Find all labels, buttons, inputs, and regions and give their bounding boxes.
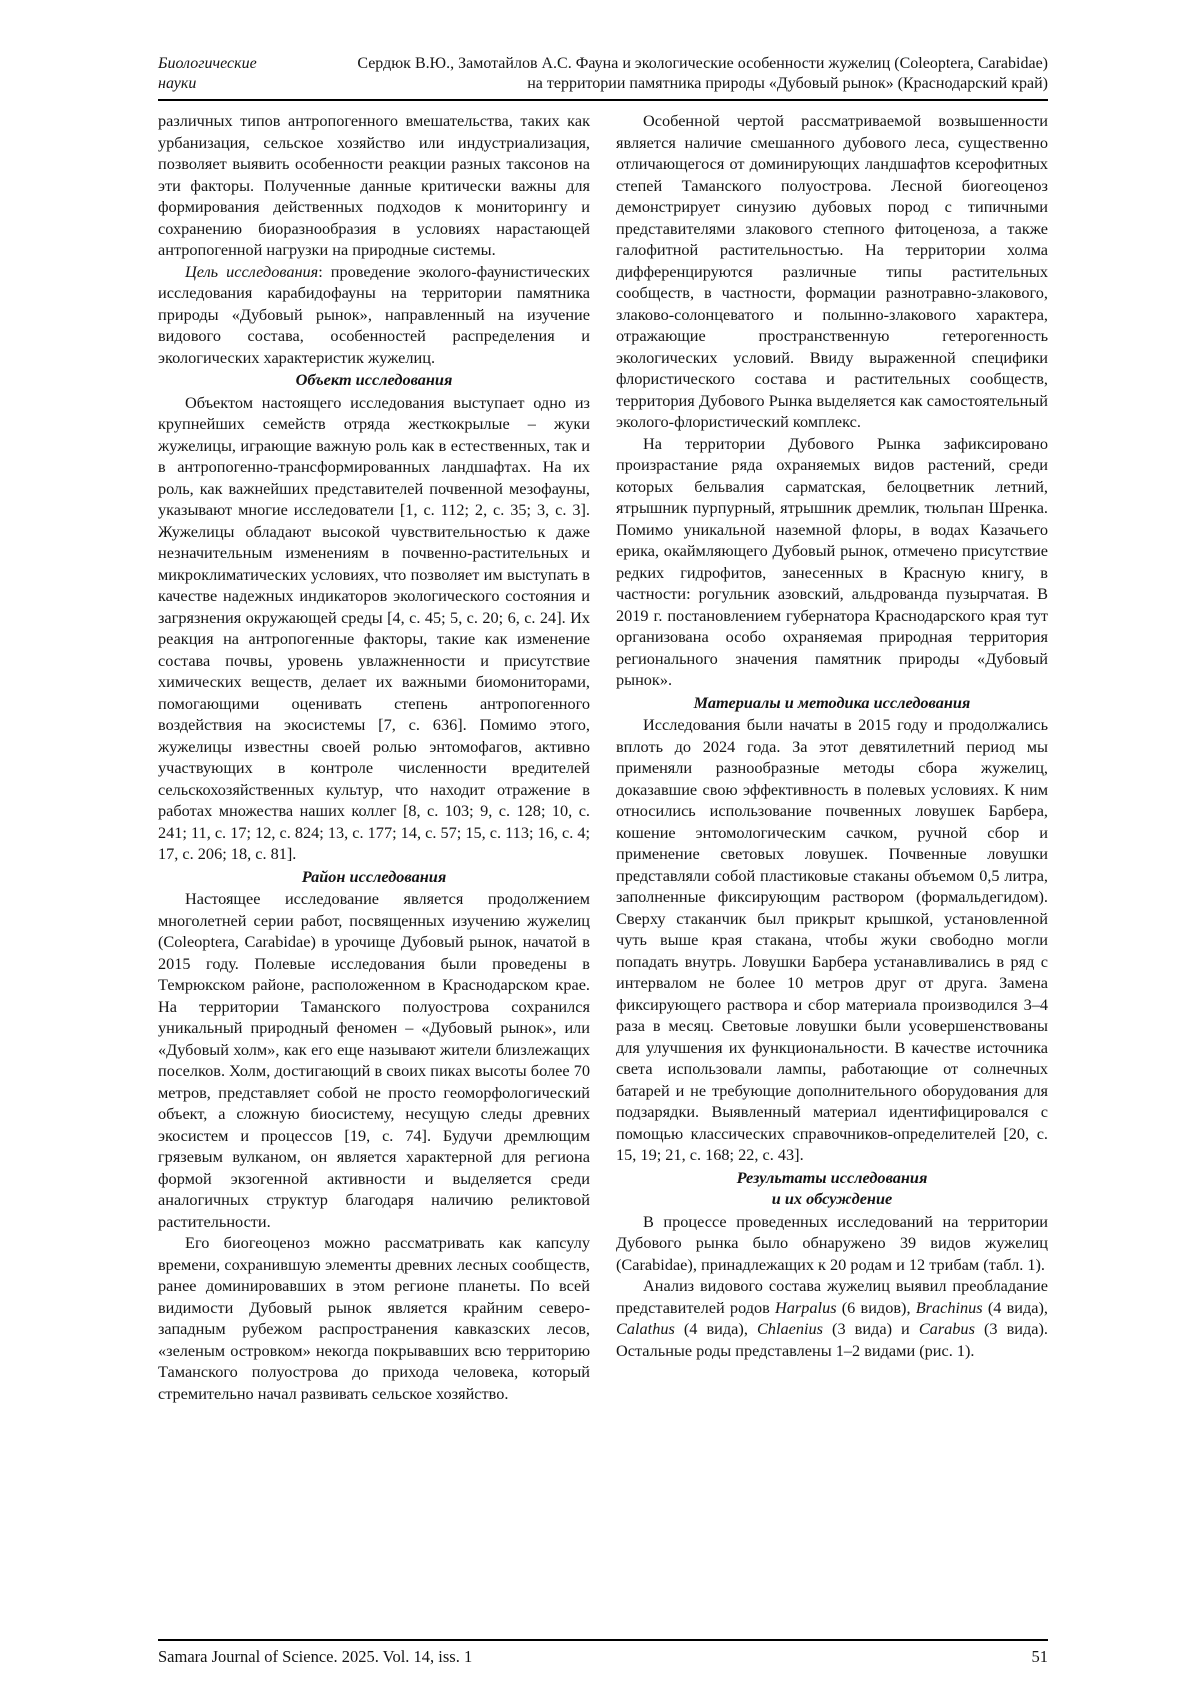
page-footer [158, 1639, 1048, 1667]
journal-citation: Samara Journal of Science. 2025. Vol. 14, iss. 1 [158, 1647, 473, 1666]
running-head-section-line2: науки [158, 75, 197, 92]
running-head-section-line1: Биологические [158, 55, 257, 72]
paragraph-goal: Цель исследования: проведение эколого-фаунистических исследования карабидофауны на территории памятника природы «Дубовый рынок», направленный на изучение видового состава, особенностей распределения и экологических характеристик жужелиц. [158, 261, 591, 367]
right-column [616, 110, 1048, 1626]
paragraph-results-1: В процессе проведенных исследований на территории Дубового рынка было обнаружено 39 видов жужелиц (Carabidae), принадлежащих к 20 родам и 12 трибам (табл. 1). [616, 1211, 1048, 1274]
paragraph-protected-species: На территории Дубового Рынка зафиксировано произрастание ряда охраняемых видов растений, среди которых бельвалия сарматская, белоцветник летний, ятрышник пурпурный, ятрышник дремлик, тюльпан Шренка. Помимо уникальной наземной флоры, в водах Казачьего ерика, окаймляющего Дубовый рынок, отмечено присутствие редких гидрофитов, занесенных в Красную книгу, в частности: рогульник азовский, альдрованда пузырчатая. В 2019 г. постановлением губернатора Краснодарского края тут организована особо охраняемая природная территория регионального значения памятник природы «Дубовый рынок». [616, 433, 1048, 689]
paragraph-results-2: Анализ видового состава жужелиц выявил преобладание представителей родов Harpalus (6 видов), Brachinus (4 вида), Calathus (4 вида), Chlaenius (3 вида) и Carabus (3 вида). Остальные роды представлены 1–2 видами (рис. 1). [616, 1276, 1048, 1360]
article-body [158, 110, 1048, 1626]
running-head-section [158, 54, 306, 94]
section-heading-results-line1: Результаты исследования [736, 1167, 928, 1187]
footer-line [158, 1646, 1048, 1667]
paragraph-region-2: Его биогеоценоз можно рассматривать как капсулу времени, сохранившую элементы древних лесных сообществ, ранее доминировавших в этом регионе планеты. По всей видимости Дубовый рынок является крайним северо-западным рубежом распространения кавказских лесов, «зеленым островком» некогда покрывавших всю территорию Таманского полуострова до прихода человека, который стремительно начал развивать сельское хозяйство. [158, 1233, 590, 1403]
paragraph-region-1: Настоящее исследование является продолжением многолетней серии работ, посвященных изучению жужелиц (Coleoptera, Carabidae) в урочище Дубовый рынок, начатой в 2015 году. Полевые исследования были проведены в Темрюкском районе, расположенном в Краснодарском крае. На территории Таманского полуострова сохранился уникальный природный феномен – «Дубовый рынок», или «Дубовый холм», как его еще называют жители близлежащих поселков. Холм, достигающий в своих пиках высоты более 70 метров, представляет собой не просто геоморфологический объект, а сложную биосистему, несущую следы древних экосистем и процессов [19, с. 74]. Будучи дремлющим грязевым вулканом, он является характерной для региона формой экзогенной активности и выделяется среди аналогичных структур благодаря наличию реликтовой растительности. [158, 889, 590, 1231]
paragraph-methods: Исследования были начаты в 2015 году и продолжались вплоть до 2024 года. За этот девятилетний период мы применяли разнообразные методы сбора жужелиц, доказавшие свою эффективность в полевых условиях. К ним относились использование почвенных ловушек Барбера, кошение энтомологическим сачком, ручной сбор и применение световых ловушек. Почвенные ловушки представляли собой пластиковые стаканы объемом 0,5 литра, заполненные фиксирующим раствором (формальдегидом). Сверху стаканчик был прикрыт крышкой, установленной чуть выше края стакана, чтобы жуки свободно могли попадать внутрь. Ловушки Барбера устанавливались в ряд с интервалом не более 10 метров друг от друга. Замена фиксирующего раствора и сбор материала производился 3–4 раза в месяц. Световые ловушки были усовершенствованы для улучшения их функциональности. В качестве источника света использовали лампы, работающие от солнечных батарей и не требующие дополнительного оборудования для подзарядки. Выявленный материал идентифицировался с помощью классических справочников-определителей [20, с. 15, 19; 21, с. 168; 22, с. 43]. [616, 715, 1048, 1164]
footer-rule [158, 1639, 1048, 1641]
section-heading-results-line2: и их обсуждение [771, 1189, 893, 1208]
left-column [158, 110, 590, 1626]
running-head-title-line1: Сердюк В.Ю., Замотайлов А.С. Фауна и экологические особенности жужелиц (Coleoptera, Carabidae) [357, 55, 1048, 72]
running-head-title-line2: на территории памятника природы «Дубовый рынок» (Краснодарский край) [527, 75, 1048, 92]
section-heading-methods: Материалы и методика исследования [693, 692, 971, 712]
section-heading-results [616, 1167, 1048, 1210]
paragraph-continuation: различных типов антропогенного вмешательства, таких как урбанизация, сельское хозяйство или индустриализация, позволяет выявить особенности реакции разных таксонов на эти факторы. Полученные данные критически важны для формирования действенных подходов к мониторингу и сохранению биоразнообразия в условиях нарастающей антропогенной нагрузки на природные системы. [158, 111, 590, 259]
page-header [158, 54, 1048, 94]
running-head-title [306, 54, 1048, 94]
section-heading-region: Район исследования [301, 866, 447, 886]
header-rule [158, 99, 1048, 101]
page-number: 51 [1031, 1647, 1048, 1666]
paragraph-feature: Особенной чертой рассматриваемой возвышенности является наличие смешанного дубового леса, существенно отличающегося от доминирующих ландшафтов ксерофитных степей Таманского полуострова. Лесной биогеоценоз демонстрирует синузию дубовых пород с типичными представителями злакового степного фитоценоза, а также галофитной растительностью. На территории холма дифференцируются различные типы растительных сообществ, в частности, формации разнотравно-злакового, злаково-солонцеватого и полынно-злакового характера, отражающие пространственную гетерогенность экологических условий. Ввиду выраженной специфики флористического состава и растительных сообществ, территория Дубового Рынка выделяется как самостоятельный эколого-флористический комплекс. [616, 111, 1048, 431]
section-heading-object: Объект исследования [295, 370, 453, 389]
paragraph-object: Объектом настоящего исследования выступает одно из крупнейших семейств отряда жесткокрылые – жуки жужелицы, играющие важную роль как в естественных, так и в антропогенно-трансформированных ландшафтах. На их роль, как важнейших представителей почвенной мезофауны, указывают многие исследователи [1, с. 112; 2, с. 35; 3, с. 3]. Жужелицы обладают высокой чувствительностью к даже незначительным изменениям в почвенно-растительных и микроклиматических условиях, что позволяет им выступать в качестве надежных индикаторов экологического состояния и загрязнения окружающей среды [4, с. 45; 5, с. 20; 6, с. 24]. Их реакция на антропогенные факторы, такие как изменение состава почвы, уровень увлажненности и присутствие химических веществ, делает их важными биомониторами, помогающими оценивать степень антропогенного воздействия на экосистемы [7, с. 636]. Помимо этого, жужелицы известны своей ролью энтомофагов, активно участвующих в контроле численности вредителей сельскохозяйственных культур, что находит отражение в работах множества наших коллег [8, с. 103; 9, с. 128; 10, с. 241; 11, с. 17; 12, с. 824; 13, с. 177; 14, с. 57; 15, с. 113; 16, с. 4; 17, с. 206; 18, с. 81]. [158, 392, 591, 863]
